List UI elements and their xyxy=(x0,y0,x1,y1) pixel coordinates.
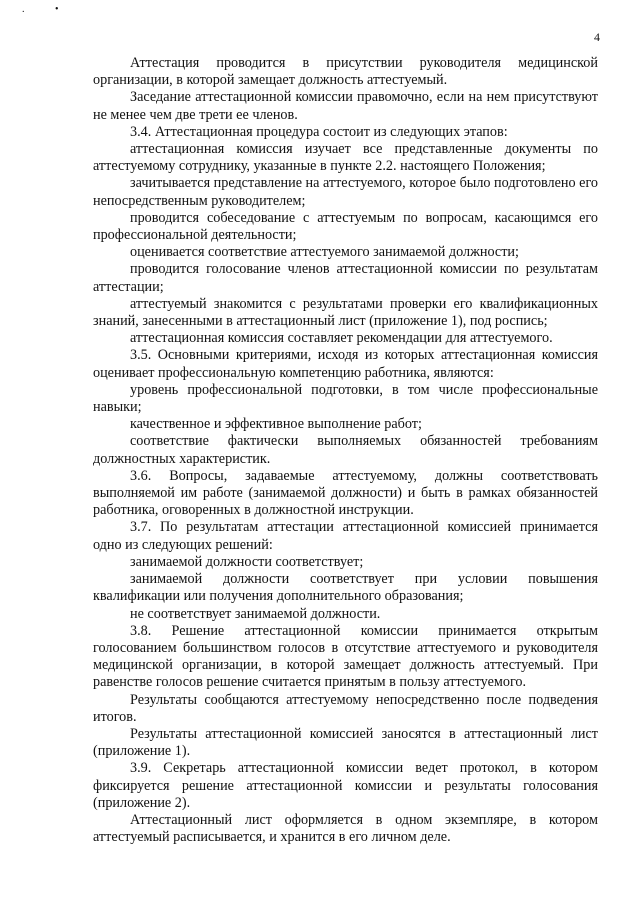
section-3-6: 3.6. Вопросы, задаваемые аттестуемому, должны соответствовать выполняемой им работе (занимаемой должности) и быть в рамках обязанностей работника, оговоренных в должностной инструкции. xyxy=(93,467,598,519)
paragraph: Результаты аттестационной комиссией заносятся в аттестационный лист (приложение 1). xyxy=(93,725,598,760)
list-item: занимаемой должности соответствует при условии повышения квалификации или получения дополнительного образования; xyxy=(93,571,598,605)
list-item: аттестуемый знакомится с результатами проверки его квалификационных знаний, занесенными в аттестационный лист (приложение 1), под роспись; xyxy=(93,295,598,330)
list-item: занимаемой должности соответствует; xyxy=(130,553,364,570)
list-item: проводится голосование членов аттестационной комиссии по результатам аттестации; xyxy=(93,261,598,295)
list-item: не соответствует занимаемой должности. xyxy=(130,605,381,622)
section-heading-3-7: 3.7. По результатам аттестации аттестационной комиссией принимается одно из следующих решений: xyxy=(93,519,598,553)
document-body xyxy=(93,55,598,846)
paragraph: Результаты сообщаются аттестуемому непосредственно после подведения итогов. xyxy=(93,691,598,725)
section-3-9: 3.9. Секретарь аттестационной комиссии ведет протокол, в котором фиксируется решение аттестационной комиссии и результаты голосования (приложение 2). xyxy=(93,760,598,811)
scan-marks: . • xyxy=(22,4,73,15)
list-item: проводится собеседование с аттестуемым по вопросам, касающимся его профессиональной деятельности; xyxy=(93,209,598,244)
section-heading-3-5: 3.5. Основными критериями, исходя из которых аттестационная комиссия оценивает профессиональную компетенцию работника, являются: xyxy=(93,347,598,381)
paragraph: Аттестационный лист оформляется в одном экземпляре, в котором аттестуемый расписывается, и хранится в его личном деле. xyxy=(93,811,598,846)
list-item: аттестационная комиссия составляет рекомендации для аттестуемого. xyxy=(130,330,553,347)
section-heading-3-4: 3.4. Аттестационная процедура состоит из следующих этапов: xyxy=(130,123,508,140)
paragraph: Аттестация проводится в присутствии руководителя медицинской организации, в которой замещает должность аттестуемый. xyxy=(93,55,598,89)
list-item: оценивается соответствие аттестуемого занимаемой должности; xyxy=(130,244,519,261)
list-item: качественное и эффективное выполнение работ; xyxy=(130,416,422,433)
list-item: соответствие фактически выполняемых обязанностей требованиям должностных характеристик. xyxy=(93,433,598,467)
page-number: 4 xyxy=(594,30,600,44)
paragraph: Заседание аттестационной комиссии правомочно, если на нем присутствуют не менее чем две трети ее членов. xyxy=(93,89,598,123)
list-item: уровень профессиональной подготовки, в том числе профессиональные навыки; xyxy=(93,381,598,416)
list-item: зачитывается представление на аттестуемого, которое было подготовлено его непосредственным руководителем; xyxy=(93,175,599,209)
list-item: аттестационная комиссия изучает все представленные документы по аттестуемому сотруднику, указанные в пункте 2.2. настоящего Положения; xyxy=(93,141,598,175)
section-3-8: 3.8. Решение аттестационной комиссии принимается открытым голосованием большинством голосов в отсутствие аттестуемого и руководителя медицинской организации, в которой замещает должность аттестуемый. При равенстве голосов решение считается принятым в пользу аттестуемого. xyxy=(93,622,598,691)
